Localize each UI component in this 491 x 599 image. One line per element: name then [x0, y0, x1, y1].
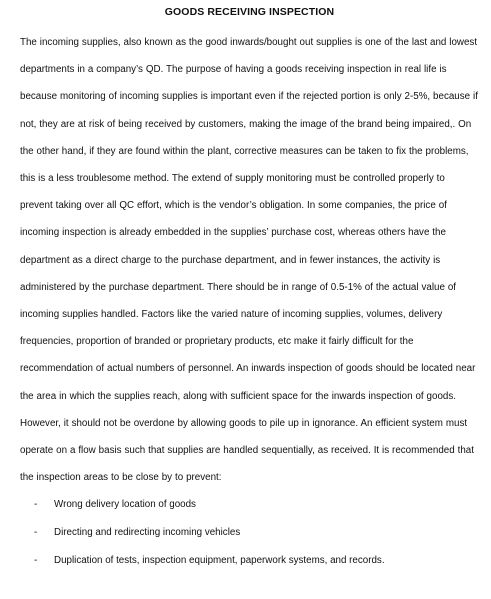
bullet-marker: - [34, 527, 38, 539]
bullet-marker: - [34, 499, 38, 511]
list-item-text: Directing and redirecting incoming vehicles [54, 527, 241, 539]
list-item [20, 491, 479, 519]
bullet-list [20, 491, 479, 575]
list-item [20, 519, 479, 547]
list-item-text: Wrong delivery location of goods [54, 499, 196, 511]
bullet-marker: - [34, 555, 38, 567]
list-item [20, 547, 479, 575]
document-title: GOODS RECEIVING INSPECTION [164, 6, 335, 18]
body-paragraph: The incoming supplies, also known as the good inwards/bought out supplies is one of the last and lowest departments in a company’s QD. The purpose of having a goods receiving inspection in real life is because monitoring of incoming supplies is important even if the rejected portion is only 2-5%, because if not, they are at risk of being received by customers, making the image of the brand being impaired,. On the other hand, if they are found within the plant, corrective measures can be taken to fix the problems, this is a less troublesome method. The extend of supply monitoring must be controlled properly to prevent taking over all QC effort, which is the vendor’s obligation. In some companies, the price of incoming inspection is already embedded in the supplies’ purchase cost, whereas others have the department as a direct charge to the purchase department, and in fewer instances, the activity is administered by the purchase department. There should be in range of 0.5-1% of the actual value of incoming supplies handled. Factors like the varied nature of incoming supplies, volumes, delivery frequencies, proportion of branded or proprietary products, etc make it fairly difficult for the recommendation of actual numbers of personnel. An inwards inspection of goods should be located near the area in which the supplies reach, along with sufficient space for the inwards inspection of goods. However, it should not be overdone by allowing goods to pile up in ignorance. An efficient system must operate on a flow basis such that supplies are handled sequentially, as received. It is recommended that the inspection areas to be close by to prevent: [20, 37, 478, 484]
list-item-text: Duplication of tests, inspection equipment, paperwork systems, and records. [54, 555, 385, 567]
